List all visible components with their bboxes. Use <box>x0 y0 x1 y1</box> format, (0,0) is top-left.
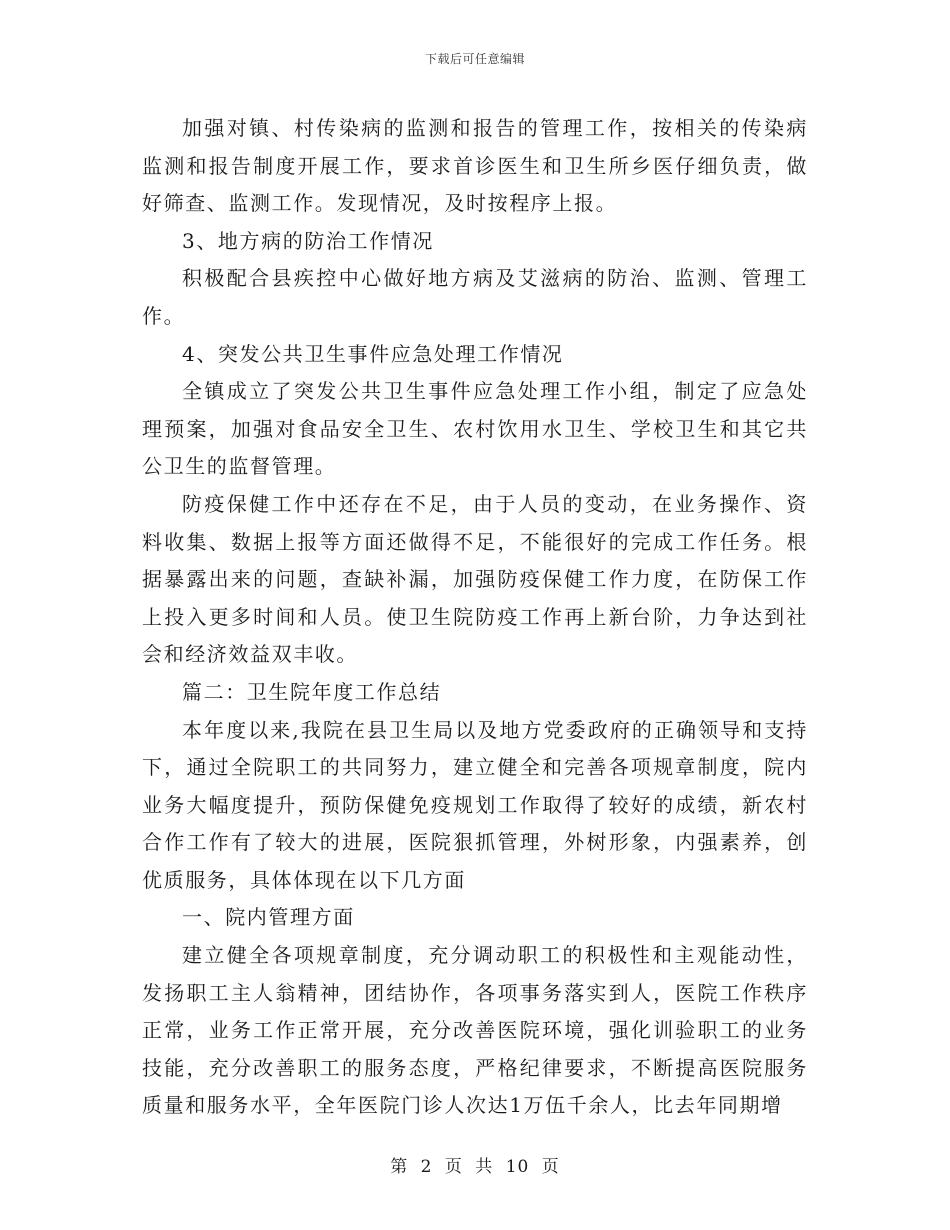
paragraph: 加强对镇、村传染病的监测和报告的管理工作，按相关的传染病监测和报告制度开展工作，要求首诊医生和卫生所乡医仔细负责，做好筛查、监测工作。发现情况，及时按程序上报。 <box>142 116 808 216</box>
chapter-heading: 篇二：卫生院年度工作总结 <box>182 679 442 704</box>
paragraph: 建立健全各项规章制度，充分调动职工的积极性和主观能动性，发扬职工主人翁精神，团结协作，各项事务落实到人，医院工作秩序正常，业务工作正常开展，充分改善医院环境，强化训验职工的业务技能，充分改善职工的服务态度，严格纪律要求，不断提高医院服务质量和服务水平，全年医院门诊人次达1万伍千余人，比去年同期增 <box>142 943 808 1118</box>
section-heading: 4、突发公共卫生事件应急处理工作情况 <box>182 341 564 366</box>
paragraph: 本年度以来,我院在县卫生局以及地方党委政府的正确领导和支持下，通过全院职工的共同努力，建立健全和完善各项规章制度，院内业务大幅度提升，预防保健免疫规划工作取得了较好的成绩，新农村合作工作有了较大的进展，医院狠抓管理，外树形象，内强素养，创优质服务，具体体现在以下几方面 <box>142 717 808 892</box>
footer-page-word: 页 <box>444 1157 463 1177</box>
footer-suffix: 页 <box>541 1157 560 1177</box>
section-heading: 3、地方病的防治工作情况 <box>182 228 434 253</box>
document-body <box>142 110 808 1125</box>
current-page-number: 2 <box>420 1157 433 1177</box>
page-header: 下载后可任意编辑 <box>424 52 525 66</box>
paragraph: 积极配合县疾控中心做好地方病及艾滋病的防治、监测、管理工作。 <box>142 266 808 328</box>
section-heading: 一、院内管理方面 <box>182 905 355 930</box>
paragraph: 全镇成立了突发公共卫生事件应急处理工作小组，制定了应急处理预案，加强对食品安全卫生、农村饮用水卫生、学校卫生和其它共公卫生的监督管理。 <box>142 379 808 479</box>
paragraph: 防疫保健工作中还存在不足，由于人员的变动，在业务操作、资料收集、数据上报等方面还做得不足，不能很好的完成工作任务。根据暴露出来的问题，查缺补漏，加强防疫保健工作力度，在防保工作上投入更多时间和人员。使卫生院防疫工作再上新台阶，力争达到社会和经济效益双丰收。 <box>142 491 808 667</box>
footer-prefix: 第 <box>390 1157 409 1177</box>
total-pages-number: 10 <box>505 1157 530 1177</box>
page-footer <box>0 1152 950 1177</box>
footer-total-prefix: 共 <box>475 1157 494 1177</box>
